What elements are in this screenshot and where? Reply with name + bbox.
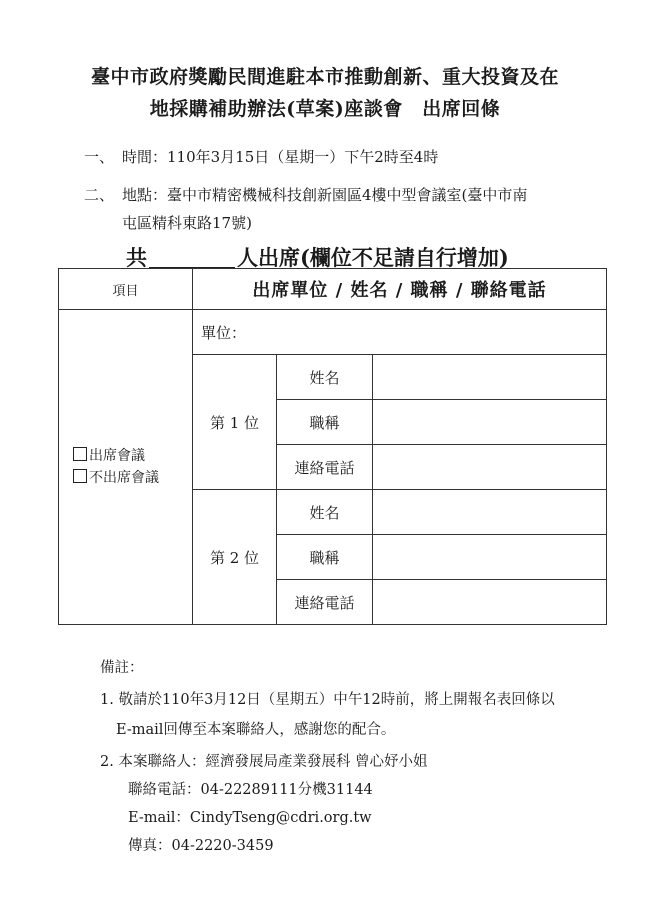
person-1-name-label: 姓名 — [277, 355, 373, 400]
attendance-suffix: 人出席(欄位不足請自行增加) — [237, 245, 509, 270]
header-main: 出席單位 / 姓名 / 職稱 / 聯絡電話 — [193, 269, 607, 310]
person-1-phone-label: 連絡電話 — [277, 445, 373, 490]
not-attend-checkbox[interactable] — [73, 469, 87, 483]
place-text: 地點：臺中市精密機械科技創新園區4樓中型會議室(臺中市南 — [122, 186, 528, 204]
note-1-line2: E-mail回傳至本案聯絡人，感謝您的配合。 — [116, 722, 396, 738]
person-2-name-input[interactable] — [373, 490, 607, 535]
person-2-label: 第 2 位 — [193, 490, 277, 625]
header-item: 項目 — [59, 269, 193, 310]
form-title-line1: 臺中市政府獎勵民間進駐本市推動創新、重大投資及在 — [90, 66, 559, 88]
time-number: 一、 — [84, 148, 115, 166]
person-1-phone-input[interactable] — [373, 445, 607, 490]
meeting-time — [84, 146, 438, 167]
person-2-phone-input[interactable] — [373, 580, 607, 625]
person-2-title-label: 職稱 — [277, 535, 373, 580]
person-2-phone-label: 連絡電話 — [277, 580, 373, 625]
person-1-title-input[interactable] — [373, 400, 607, 445]
note-1-line1: 1. 敬請於110年3月12日（星期五）中午12時前，將上開報名表回條以 — [100, 692, 555, 708]
meeting-place-continued: 屯區精科東路17號) — [122, 214, 252, 232]
time-text: 時間：110年3月15日（星期一）下午2時至4時 — [122, 148, 439, 166]
attendance-prefix: 共 — [126, 245, 147, 270]
place-number: 二、 — [84, 186, 115, 204]
contact-phone: 聯絡電話：04-22289111分機31144 — [128, 782, 373, 798]
note-2-contact: 2. 本案聯絡人：經濟發展局產業發展科 曾心妤小姐 — [100, 754, 428, 770]
unit-field[interactable] — [193, 310, 607, 355]
person-2-title-input[interactable] — [373, 535, 607, 580]
person-2-name-label: 姓名 — [277, 490, 373, 535]
attend-label: 出席會議 — [89, 448, 145, 464]
notes-heading: 備註： — [100, 660, 144, 676]
meeting-place — [84, 184, 527, 205]
contact-fax: 傳真：04-2220-3459 — [128, 838, 274, 854]
not-attend-label: 不出席會議 — [89, 470, 159, 486]
person-1-label: 第 1 位 — [193, 355, 277, 490]
option-attend[interactable] — [73, 445, 192, 467]
person-1-name-input[interactable] — [373, 355, 607, 400]
form-title-line2: 地採購補助辦法(草案)座談會 出席回條 — [149, 98, 501, 120]
attend-checkbox[interactable] — [73, 447, 87, 461]
option-not-attend[interactable] — [73, 467, 192, 489]
attendance-table — [58, 268, 607, 625]
attendance-count-blank[interactable] — [149, 247, 235, 268]
unit-label: 單位： — [201, 323, 247, 342]
person-1-title-label: 職稱 — [277, 400, 373, 445]
attendance-options — [59, 310, 193, 625]
contact-email[interactable]: E-mail：CindyTseng@cdri.org.tw — [128, 810, 372, 826]
